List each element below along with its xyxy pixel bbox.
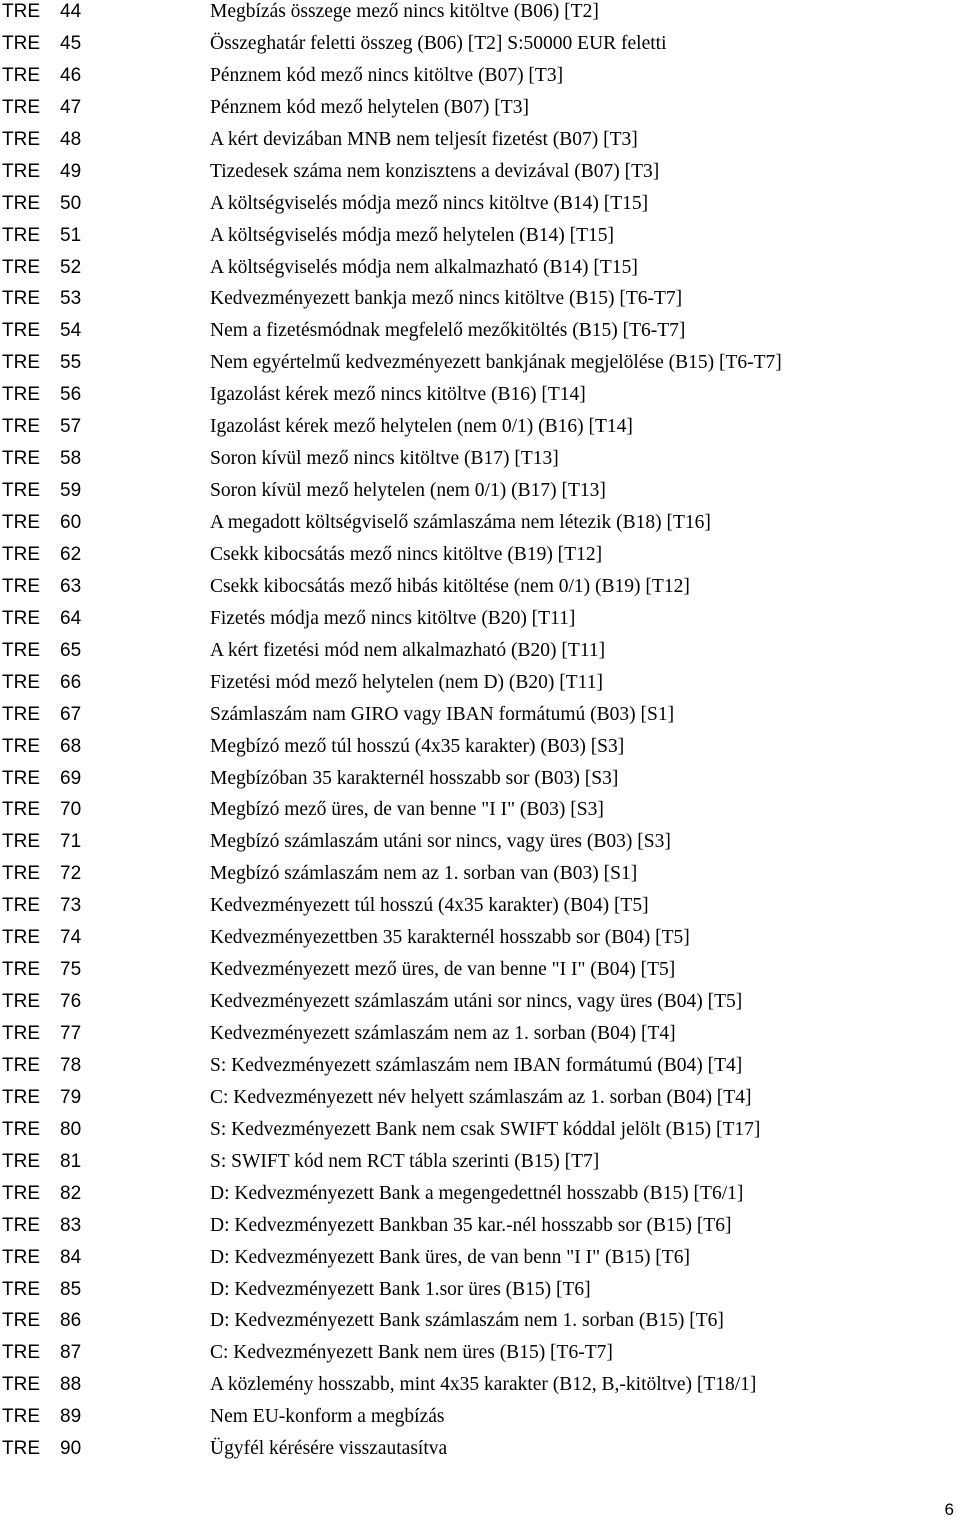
error-description: A kért fizetési mód nem alkalmazható (B20) [T11] xyxy=(210,639,606,661)
error-description: D: Kedvezményezett Bankban 35 kar.-nél hosszabb sor (B15) [T6] xyxy=(210,1214,732,1236)
error-code: 51 xyxy=(60,224,82,246)
table-row xyxy=(0,1018,960,1050)
error-description: Fizetés módja mező nincs kitöltve (B20) [T11] xyxy=(210,607,576,629)
error-prefix: TRE xyxy=(2,639,40,661)
error-description: Kedvezményezett túl hosszú (4x35 karakter) (B04) [T5] xyxy=(210,895,649,917)
error-prefix: TRE xyxy=(2,671,40,693)
error-code: 53 xyxy=(60,288,82,310)
error-code: 47 xyxy=(60,96,82,118)
error-description: Soron kívül mező helytelen (nem 0/1) (B17) [T13] xyxy=(210,480,606,502)
error-description: S: Kedvezményezett számlaszám nem IBAN formátumú (B04) [T4] xyxy=(210,1054,743,1076)
error-description: A közlemény hosszabb, mint 4x35 karakter (B12, B,-kitöltve) [T18/1] xyxy=(210,1374,757,1396)
table-row xyxy=(0,699,960,731)
error-code: 64 xyxy=(60,607,82,629)
error-description: Kedvezményezett bankja mező nincs kitöltve (B15) [T6-T7] xyxy=(210,288,683,310)
error-description: Pénznem kód mező nincs kitöltve (B07) [T3] xyxy=(210,64,564,86)
error-code: 65 xyxy=(60,639,82,661)
error-code: 66 xyxy=(60,671,82,693)
error-prefix: TRE xyxy=(2,128,40,150)
error-prefix: TRE xyxy=(2,1023,40,1044)
error-prefix: TRE xyxy=(2,607,40,629)
error-prefix: TRE xyxy=(2,1278,40,1300)
table-row xyxy=(0,1146,960,1178)
error-prefix: TRE xyxy=(2,1214,40,1236)
error-code: 74 xyxy=(60,927,82,949)
table-row xyxy=(0,252,960,284)
table-row xyxy=(0,1274,960,1306)
error-prefix: TRE xyxy=(2,224,40,246)
error-code: 54 xyxy=(60,320,82,342)
table-row xyxy=(0,156,960,188)
error-description: A megadott költségviselő számlaszáma nem létezik (B18) [T16] xyxy=(210,512,711,533)
table-row xyxy=(0,507,960,539)
error-description: Soron kívül mező nincs kitöltve (B17) [T13] xyxy=(210,448,559,470)
table-row xyxy=(0,443,960,475)
error-code: 48 xyxy=(60,128,82,150)
error-description: C: Kedvezményezett név helyett számlaszám az 1. sorban (B04) [T4] xyxy=(210,1086,752,1108)
error-prefix: TRE xyxy=(2,288,40,310)
error-description: Igazolást kérek mező nincs kitöltve (B16) [T14] xyxy=(210,384,586,406)
error-description: Megbízó mező üres, de van benne "I I" (B03) [S3] xyxy=(210,799,604,821)
error-code: 67 xyxy=(60,703,82,725)
error-prefix: TRE xyxy=(2,1182,40,1204)
error-code: 78 xyxy=(60,1054,82,1076)
table-row xyxy=(0,1369,960,1401)
error-description: A költségviselés módja nem alkalmazható (B14) [T15] xyxy=(210,256,638,278)
error-prefix: TRE xyxy=(2,1,40,22)
error-code: 56 xyxy=(60,384,82,406)
error-description: Megbízóban 35 karakternél hosszabb sor (B03) [S3] xyxy=(210,767,619,789)
error-prefix: TRE xyxy=(2,959,40,981)
error-code: 60 xyxy=(60,512,82,533)
error-code: 55 xyxy=(60,352,82,374)
table-row xyxy=(0,635,960,667)
error-prefix: TRE xyxy=(2,1150,40,1172)
error-code: 86 xyxy=(60,1310,82,1332)
error-code: 44 xyxy=(60,1,82,22)
table-row xyxy=(0,1242,960,1274)
error-code: 88 xyxy=(60,1374,82,1396)
table-row xyxy=(0,1401,960,1433)
error-prefix: TRE xyxy=(2,703,40,725)
error-description: Összeghatár feletti összeg (B06) [T2] S:50000 EUR feletti xyxy=(210,32,667,54)
table-row xyxy=(0,1178,960,1210)
error-code: 73 xyxy=(60,895,82,917)
error-code: 85 xyxy=(60,1278,82,1300)
error-description: Megbízó mező túl hosszú (4x35 karakter) (B03) [S3] xyxy=(210,735,625,757)
table-row xyxy=(0,922,960,954)
error-description: D: Kedvezményezett Bank 1.sor üres (B15) [T6] xyxy=(210,1278,591,1300)
error-code: 82 xyxy=(60,1182,82,1204)
table-row xyxy=(0,603,960,635)
error-code: 70 xyxy=(60,799,82,821)
error-description: Csekk kibocsátás mező nincs kitöltve (B19) [T12] xyxy=(210,543,603,565)
error-code: 50 xyxy=(60,192,82,214)
table-row xyxy=(0,347,960,379)
error-description: Kedvezményezett számlaszám utáni sor nincs, vagy üres (B04) [T5] xyxy=(210,991,743,1013)
error-prefix: TRE xyxy=(2,512,40,533)
table-row xyxy=(0,188,960,220)
error-description: Megbízó számlaszám utáni sor nincs, vagy üres (B03) [S3] xyxy=(210,831,671,853)
error-description: Tizedesek száma nem konzisztens a devizával (B07) [T3] xyxy=(210,160,660,182)
error-prefix: TRE xyxy=(2,1054,40,1076)
error-description: D: Kedvezményezett Bank számlaszám nem 1. sorban (B15) [T6] xyxy=(210,1310,724,1332)
error-description: Nem egyértelmű kedvezményezett bankjának megjelölése (B15) [T6-T7] xyxy=(210,352,782,374)
error-prefix: TRE xyxy=(2,416,40,438)
error-prefix: TRE xyxy=(2,384,40,406)
table-row xyxy=(0,283,960,315)
table-row xyxy=(0,1433,960,1465)
error-description: Kedvezményezett mező üres, de van benne "I I" (B04) [T5] xyxy=(210,959,676,981)
error-code: 77 xyxy=(60,1023,82,1044)
error-code: 71 xyxy=(60,831,82,853)
table-row xyxy=(0,124,960,156)
error-prefix: TRE xyxy=(2,1406,40,1428)
error-prefix: TRE xyxy=(2,1310,40,1332)
error-description: A költségviselés módja mező helytelen (B14) [T15] xyxy=(210,224,614,246)
table-row xyxy=(0,794,960,826)
error-code: 62 xyxy=(60,543,82,565)
error-prefix: TRE xyxy=(2,735,40,757)
error-code: 81 xyxy=(60,1150,82,1172)
error-description: Fizetési mód mező helytelen (nem D) (B20) [T11] xyxy=(210,671,603,693)
error-description: Kedvezményezett számlaszám nem az 1. sorban (B04) [T4] xyxy=(210,1023,676,1044)
table-row xyxy=(0,667,960,699)
table-row xyxy=(0,858,960,890)
table-row xyxy=(0,315,960,347)
error-description: Igazolást kérek mező helytelen (nem 0/1) (B16) [T14] xyxy=(210,416,633,438)
page-number: 6 xyxy=(944,1500,954,1519)
table-row xyxy=(0,28,960,60)
error-code: 75 xyxy=(60,959,82,981)
error-description: D: Kedvezményezett Bank üres, de van benn "I I" (B15) [T6] xyxy=(210,1246,690,1268)
error-prefix: TRE xyxy=(2,1118,40,1140)
table-row xyxy=(0,826,960,858)
error-code: 84 xyxy=(60,1246,82,1268)
error-code: 63 xyxy=(60,575,82,597)
table-row xyxy=(0,571,960,603)
table-row xyxy=(0,475,960,507)
error-code: 68 xyxy=(60,735,82,757)
error-prefix: TRE xyxy=(2,96,40,118)
error-code: 49 xyxy=(60,160,82,182)
error-prefix: TRE xyxy=(2,352,40,374)
error-prefix: TRE xyxy=(2,160,40,182)
error-prefix: TRE xyxy=(2,1374,40,1396)
table-row xyxy=(0,1114,960,1146)
table-row xyxy=(0,60,960,92)
error-code: 46 xyxy=(60,64,82,86)
table-row xyxy=(0,1305,960,1337)
error-prefix: TRE xyxy=(2,927,40,949)
error-description: C: Kedvezményezett Bank nem üres (B15) [T6-T7] xyxy=(210,1342,613,1364)
error-description: S: SWIFT kód nem RCT tábla szerinti (B15) [T7] xyxy=(210,1150,600,1172)
error-description: A kért devizában MNB nem teljesít fizetést (B07) [T3] xyxy=(210,128,638,150)
table-row xyxy=(0,1050,960,1082)
error-description: Nem EU-konform a megbízás xyxy=(210,1406,445,1428)
error-code: 69 xyxy=(60,767,82,789)
error-prefix: TRE xyxy=(2,575,40,597)
error-code: 89 xyxy=(60,1406,82,1428)
table-row xyxy=(0,986,960,1018)
error-code: 45 xyxy=(60,32,82,54)
error-description: Csekk kibocsátás mező hibás kitöltése (nem 0/1) (B19) [T12] xyxy=(210,575,690,597)
error-prefix: TRE xyxy=(2,543,40,565)
error-code: 80 xyxy=(60,1118,82,1140)
error-prefix: TRE xyxy=(2,256,40,278)
error-prefix: TRE xyxy=(2,1246,40,1268)
table-row xyxy=(0,411,960,443)
error-prefix: TRE xyxy=(2,448,40,470)
error-description: Kedvezményezettben 35 karakternél hosszabb sor (B04) [T5] xyxy=(210,927,690,949)
error-prefix: TRE xyxy=(2,480,40,502)
error-prefix: TRE xyxy=(2,32,40,54)
table-row xyxy=(0,731,960,763)
error-code: 87 xyxy=(60,1342,82,1364)
error-code: 59 xyxy=(60,480,82,502)
table-row xyxy=(0,0,960,28)
error-prefix: TRE xyxy=(2,863,40,885)
error-prefix: TRE xyxy=(2,1438,40,1460)
error-description: Pénznem kód mező helytelen (B07) [T3] xyxy=(210,96,529,118)
error-code: 83 xyxy=(60,1214,82,1236)
error-code: 79 xyxy=(60,1086,82,1108)
error-code: 90 xyxy=(60,1438,82,1460)
error-code: 72 xyxy=(60,863,82,885)
error-code: 76 xyxy=(60,991,82,1013)
error-prefix: TRE xyxy=(2,192,40,214)
table-row xyxy=(0,92,960,124)
table-row xyxy=(0,890,960,922)
error-prefix: TRE xyxy=(2,1086,40,1108)
table-row xyxy=(0,379,960,411)
error-description: Nem a fizetésmódnak megfelelő mezőkitöltés (B15) [T6-T7] xyxy=(210,320,686,342)
table-row xyxy=(0,1337,960,1369)
error-prefix: TRE xyxy=(2,799,40,821)
error-prefix: TRE xyxy=(2,991,40,1013)
error-code: 57 xyxy=(60,416,82,438)
table-row xyxy=(0,763,960,795)
error-description: Megbízó számlaszám nem az 1. sorban van (B03) [S1] xyxy=(210,863,638,885)
error-description: Számlaszám nam GIRO vagy IBAN formátumú (B03) [S1] xyxy=(210,703,675,725)
error-prefix: TRE xyxy=(2,767,40,789)
error-description: Megbízás összege mező nincs kitöltve (B06) [T2] xyxy=(210,1,599,22)
error-prefix: TRE xyxy=(2,320,40,342)
error-description: S: Kedvezményezett Bank nem csak SWIFT kóddal jelölt (B15) [T17] xyxy=(210,1118,761,1140)
error-prefix: TRE xyxy=(2,1342,40,1364)
table-row xyxy=(0,1082,960,1114)
table-row xyxy=(0,954,960,986)
table-row xyxy=(0,220,960,252)
error-description: D: Kedvezményezett Bank a megengedettnél hosszabb (B15) [T6/1] xyxy=(210,1182,744,1204)
table-row xyxy=(0,1210,960,1242)
error-prefix: TRE xyxy=(2,895,40,917)
error-description: Ügyfél kérésére visszautasítva xyxy=(210,1438,448,1460)
error-code: 52 xyxy=(60,256,82,278)
table-row xyxy=(0,539,960,571)
error-prefix: TRE xyxy=(2,831,40,853)
error-description: A költségviselés módja mező nincs kitöltve (B14) [T15] xyxy=(210,192,649,214)
error-code: 58 xyxy=(60,448,82,470)
error-prefix: TRE xyxy=(2,64,40,86)
